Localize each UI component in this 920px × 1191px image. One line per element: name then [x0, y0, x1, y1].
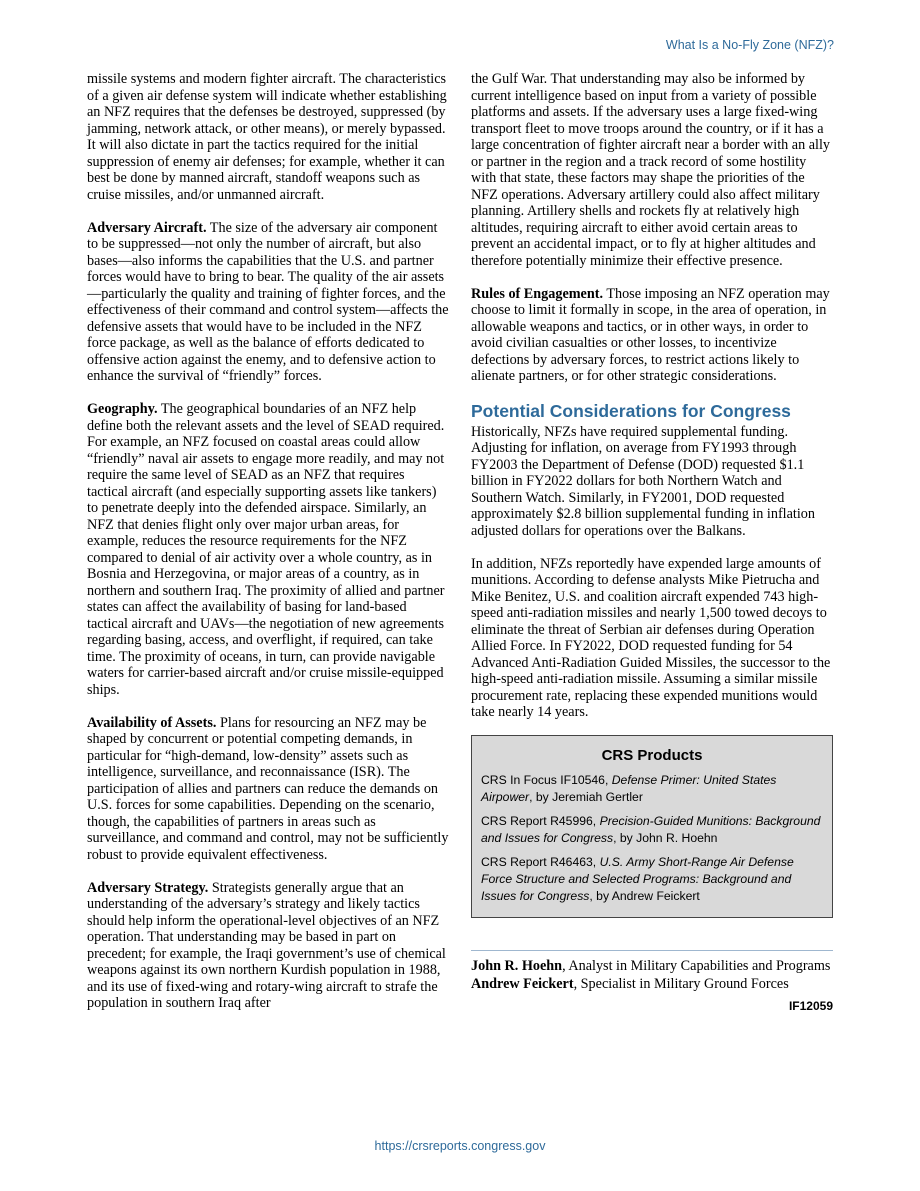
crs-product-author: , by John R. Hoehn	[613, 830, 718, 845]
left-column	[87, 71, 449, 1028]
paragraph-strategy-continued: the Gulf War. That understanding may also be informed by current intelligence based on input from a variety of possible platforms and assets. If the adversary uses a large fixed-wing transport fleet to move troops around the country, or if it has a large concentration of fighter aircraft near a border with an ally or partner in the region and a track record of some hostility with that state, these factors may shape the priorities of the NFZ operations. Adversary artillery could also affect military planning. Artillery shells and rockets fly at relatively high altitudes, requiring aircraft to either avoid certain areas to prevent an accidental impact, or to fly at higher altitudes and therefore potentially minimize their effective presence.	[471, 71, 830, 269]
crs-product-title[interactable]: Precision-Guided Munitions: Background and Issues for Congress	[481, 813, 821, 845]
paragraph-munitions: In addition, NFZs reportedly have expended large amounts of munitions. According to defense analysts Mike Pietrucha and Mike Benitez, U.S. and coalition aircraft expended 743 high-speed anti-radiation missiles and nearly 1,500 towed decoys to eliminate the threat of Serbian air defenses during Operation Allied Force. In FY2022, DOD requested funding for 54 Advanced Anti-Radiation Guided Missiles, the successor to the high-speed anti-radiation missile. Assuming a similar missile procurement rate, replacing these expended munitions would take nearly 14 years.	[471, 555, 831, 720]
paragraph-adversary-aircraft	[87, 220, 449, 385]
author-name: John R. Hoehn	[471, 957, 563, 974]
author-name: Andrew Feickert	[471, 975, 574, 992]
right-column	[471, 71, 833, 1014]
crs-product-item[interactable]	[481, 854, 823, 905]
crs-product-author: , by Andrew Feickert	[589, 888, 700, 903]
lead-in-adversary-strategy: Adversary Strategy.	[87, 879, 209, 896]
crs-product-id: CRS Report R46463,	[481, 854, 600, 869]
paragraph-supplemental-funding: Historically, NFZs have required supplemental funding. Adjusting for inflation, on average from FY1993 through FY2003 the Department of Defense (DOD) requested $1.1 billion in FY2022 dollars for both Northern Watch and Southern Watch. Similarly, in FY2001, DOD requested approximately $2.8 billion supplemental funding in inflation adjusted dollars for operations over the Balkans.	[471, 423, 815, 539]
crs-product-title[interactable]: Defense Primer: United States Airpower	[481, 772, 777, 804]
author-line	[471, 957, 833, 975]
crs-products-title: CRS Products	[601, 746, 703, 764]
footer-url-link[interactable]: https://crsreports.congress.gov	[374, 1139, 546, 1153]
body-geography: The geographical boundaries of an NFZ help define both the relevant assets and the level of SEAD required. For example, an NFZ focused on coastal areas could allow “friendly” naval air assets to engage more readily, and may not require the same level of SEAD as an NFZ that requires tactical aircraft (and especially supporting assets like tankers) to penetrate deeply into the defended airspace. Similarly, an NFZ that denies flight only over major urban areas, for example, reduces the resource requirements for the NFZ compared to denial of air activity over a whole country, as in Bosnia and Herzegovina, or major areas of a country, as in northern and southern Iraq. The proximity of allied and partner states can affect the availability of basing for land-based tactical aircraft and UAVs—the negotiation of new agreements regarding basing, access, and overflight, if required, can take time. The proximity of oceans, in turn, can provide navigable waters for carrier-based aircraft and/or cruise missile-equipped ships.	[87, 401, 445, 698]
crs-product-id: CRS Report R45996,	[481, 813, 600, 828]
paragraph-air-defense-continued: missile systems and modern fighter aircraft. The characteristics of a given air defense system will indicate whether establishing an NFZ requires that the defenses be destroyed, suppressed (by jamming, network attack, or other means), or merely bypassed. It will also dictate in part the tactics required for the initial suppression of enemy air defenses; for example, whether it can best be done by manned aircraft, standoff weapons such as cruise missiles, and/or unmanned aircraft.	[87, 71, 447, 203]
lead-in-adversary-aircraft: Adversary Aircraft.	[87, 219, 207, 236]
lead-in-geography: Geography.	[87, 401, 158, 417]
crs-product-item[interactable]	[481, 813, 823, 847]
crs-products-box	[471, 735, 833, 918]
crs-product-author: , by Jeremiah Gertler	[529, 789, 643, 804]
body-rules-of-engagement: Those imposing an NFZ operation may choose to limit it formally in scope, in the area of operation, in allowable weapons and tactics, or in other ways, in order to avoid civilian casualties or other losses, to incentivize defections by adversary forces, to restrict actions likely to alienate partners, or for other strategic considerations.	[471, 285, 830, 384]
crs-product-title[interactable]: U.S. Army Short-Range Air Defense Force Structure and Selected Programs: Background and Issues for Congress	[481, 854, 794, 903]
section-heading-considerations: Potential Considerations for Congress	[471, 400, 791, 421]
body-availability-of-assets: Plans for resourcing an NFZ may be shaped by concurrent or potential competing demands, in particular for “high-demand, low-density” assets such as intelligence, surveillance, and reconnaissance (ISR). The participation of allies and partners can reduce the demands on U.S. forces for some capabilities. Depending on the scenario, though, the capabilities of partners in areas such as surveillance, and command and control, may not be sufficiently robust to provide equivalent effectiveness.	[87, 714, 449, 863]
paragraph-geography	[87, 401, 449, 698]
body-adversary-strategy: Strategists generally argue that an understanding of the adversary’s strategy and likely tactics should help inform the operational-level objectives of an NFZ operation. That understanding may be based in part on precedent; for example, the Iraqi government’s use of chemical weapons against its own northern Kurdish population in 1988, and its use of fixed-wing and rotary-wing aircraft to strafe the population in southern Iraq after	[87, 879, 446, 1011]
author-line	[471, 975, 833, 993]
author-role: , Analyst in Military Capabilities and Programs	[562, 957, 831, 974]
document-id: IF12059	[788, 998, 833, 1013]
paragraph-adversary-strategy	[87, 880, 449, 1012]
author-divider	[471, 950, 833, 951]
crs-product-id: CRS In Focus IF10546,	[481, 772, 612, 787]
crs-product-item[interactable]	[481, 772, 823, 806]
running-header-title: What Is a No-Fly Zone (NFZ)?	[665, 38, 834, 52]
author-role: , Specialist in Military Ground Forces	[573, 975, 789, 992]
body-adversary-aircraft: The size of the adversary air component to be suppressed—not only the number of aircraft, but also bases—also informs the capabilities that the U.S. and partner forces would have to bring to bear. The quality of the air assets—particularly the quality and training of fighter forces, and the effectiveness of their command and control system—affects the defensive assets that would have to be included in the NFZ force package, as well as the balance of efforts dedicated to offensive action against the enemy, and to defensive action to enhance the survival of “friendly” forces.	[87, 219, 449, 384]
paragraph-availability-of-assets	[87, 715, 449, 864]
lead-in-rules-of-engagement: Rules of Engagement.	[471, 285, 604, 302]
paragraph-rules-of-engagement	[471, 286, 833, 385]
lead-in-availability-of-assets: Availability of Assets.	[87, 714, 217, 731]
